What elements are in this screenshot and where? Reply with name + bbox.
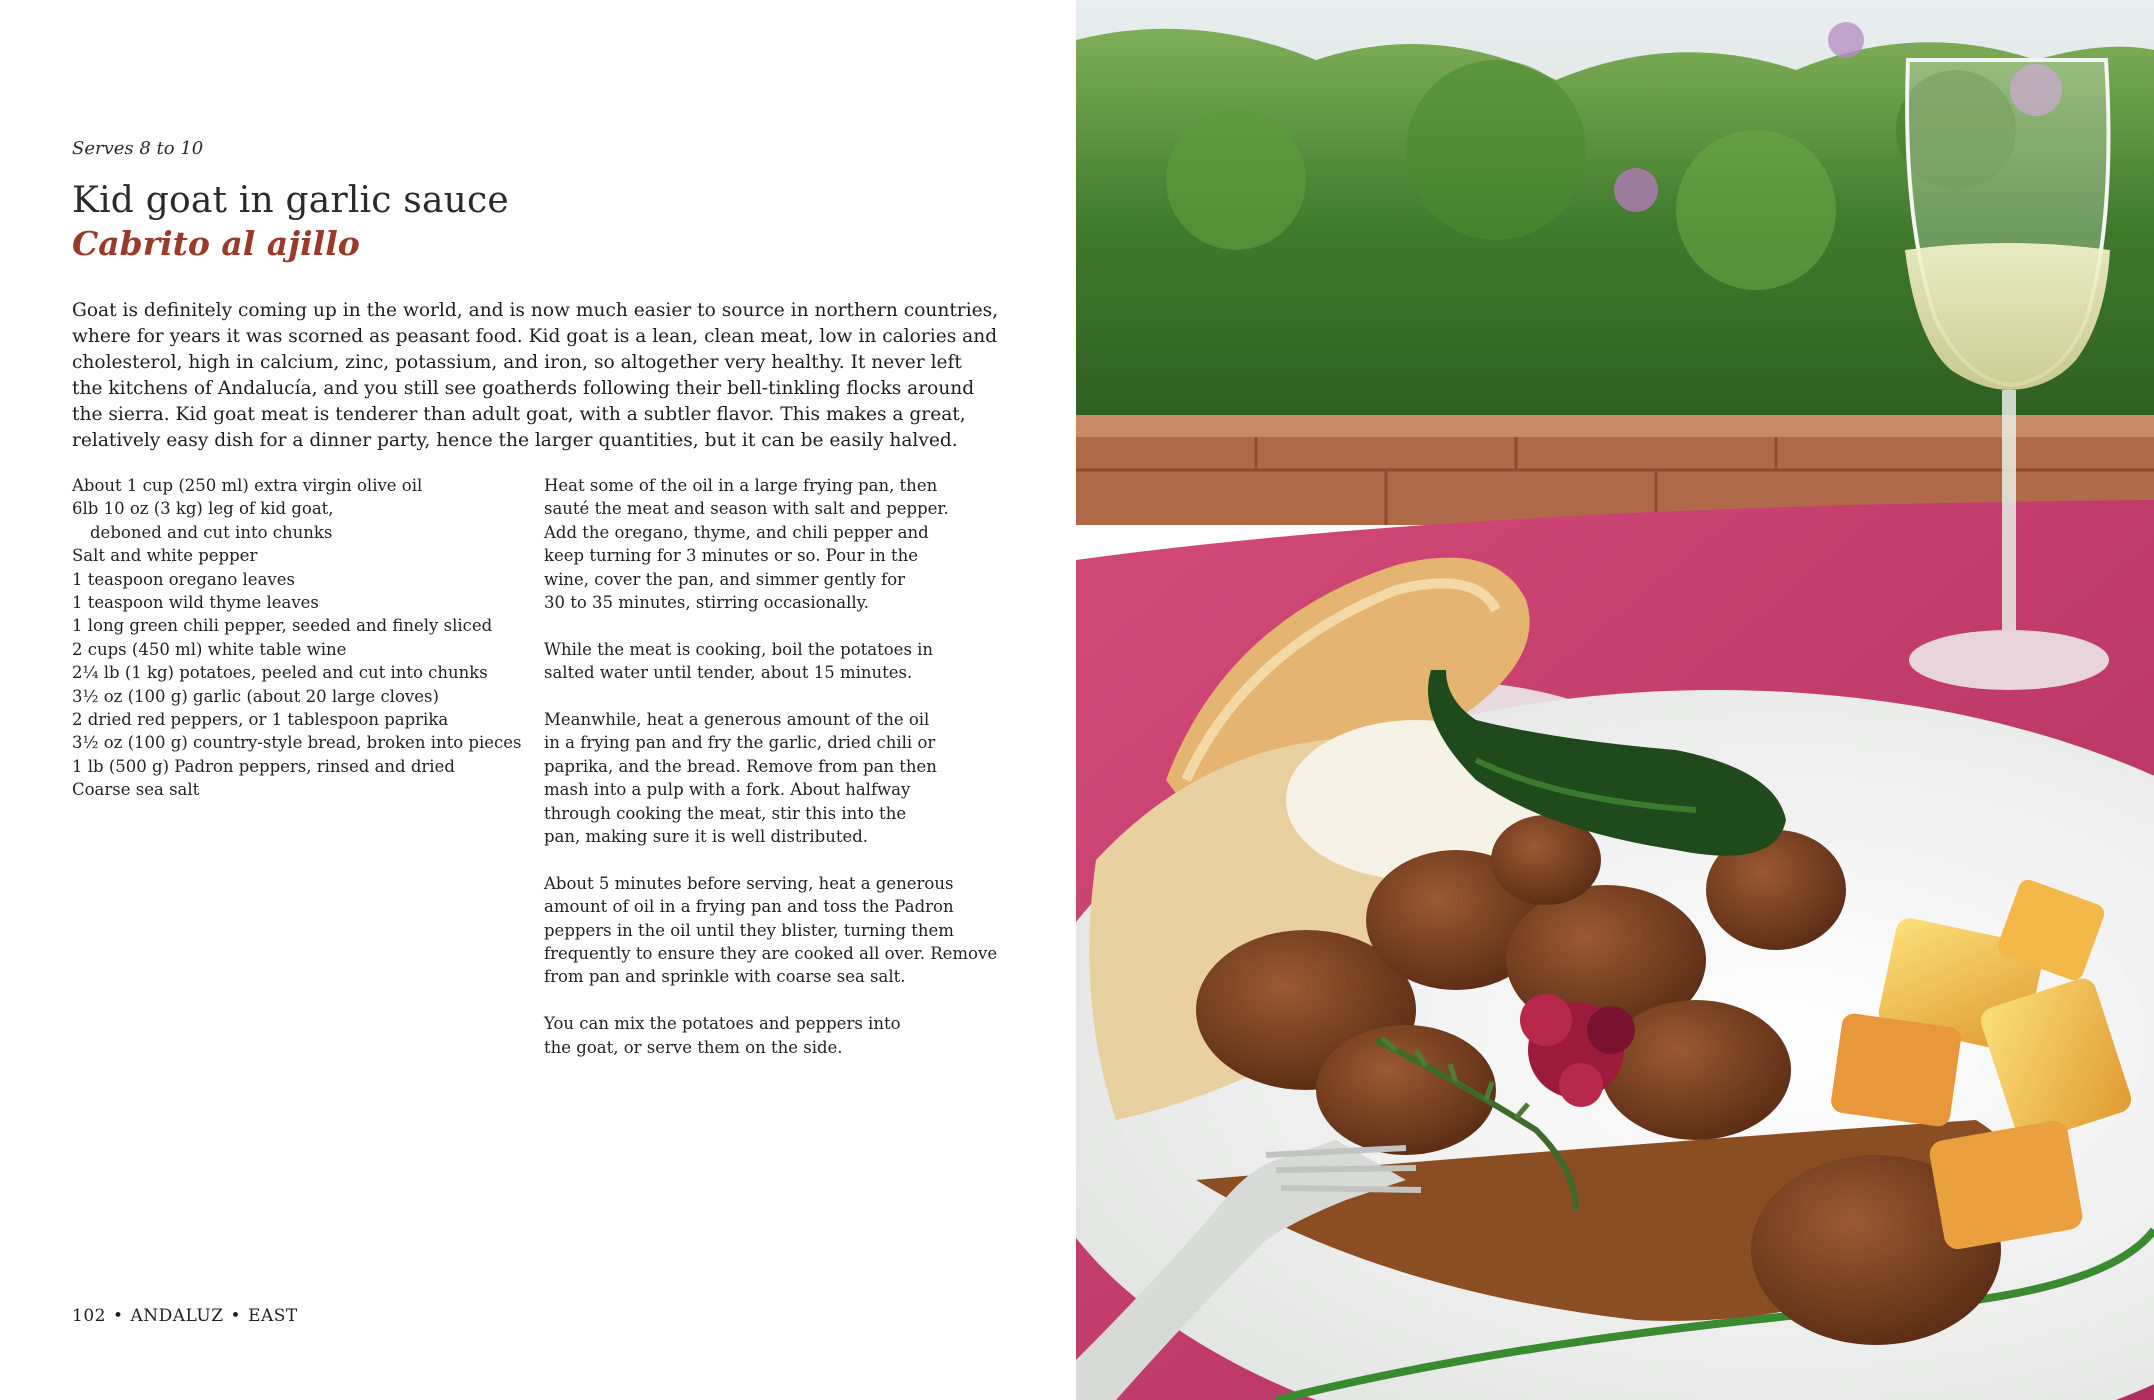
method-line: from pan and sprinkle with coarse sea salt. — [544, 967, 906, 987]
method-line: salted water until tender, about 15 minutes. — [544, 663, 913, 683]
method-line: 30 to 35 minutes, stirring occasionally. — [544, 593, 870, 613]
intro-line: cholesterol, high in calcium, zinc, potassium, and iron, so altogether very healthy. It never left — [72, 352, 962, 373]
intro-line: relatively easy dish for a dinner party, hence the larger quantities, but it can be easily halved. — [72, 430, 958, 451]
method-line: While the meat is cooking, boil the potatoes in — [544, 639, 934, 659]
method-line: wine, cover the pan, and simmer gently for — [544, 569, 906, 589]
ingredient-item: 1 teaspoon wild thyme leaves — [72, 593, 319, 613]
ingredient-item: 1 teaspoon oregano leaves — [72, 569, 295, 589]
background-flower — [1614, 168, 1658, 212]
method-line: keep turning for 3 minutes or so. Pour in the — [544, 546, 918, 566]
method-line: paprika, and the bread. Remove from pan then — [544, 756, 937, 776]
intro-line: the sierra. Kid goat meat is tenderer than adult goat, with a subtler flavor. This makes a great, — [72, 404, 966, 425]
folio-section: ANDALUZ — [130, 1306, 224, 1326]
method-step — [544, 872, 998, 989]
method-line: sauté the meat and season with salt and pepper. — [544, 499, 949, 519]
method-line: amount of oil in a frying pan and toss the Padron — [544, 897, 954, 917]
ingredient-item: Coarse sea salt — [72, 780, 200, 800]
ingredient-item: 3½ oz (100 g) country-style bread, broken into pieces — [72, 733, 522, 753]
method-line: Add the oregano, thyme, and chili pepper and — [544, 522, 929, 542]
page-folio — [72, 1306, 298, 1326]
recipe-title-english: Kid goat in garlic sauce — [72, 180, 509, 221]
intro-line: where for years it was scorned as peasant food. Kid goat is a lean, clean meat, low in calories and — [72, 326, 998, 347]
ingredient-item: About 1 cup (250 ml) extra virgin olive oil — [72, 476, 423, 495]
method-line: through cooking the meat, stir this into the — [544, 803, 907, 823]
background-flower — [1828, 22, 1864, 58]
method-step — [544, 638, 984, 685]
food-photo-illustration — [1076, 0, 2154, 1400]
ingredient-item: 2 cups (450 ml) white table wine — [72, 639, 347, 659]
intro-line: the kitchens of Andalucía, and you still see goatherds following their bell-tinkling flocks around — [72, 378, 975, 399]
ingredient-item: 2 dried red peppers, or 1 tablespoon paprika — [72, 710, 449, 730]
method-line: in a frying pan and fry the garlic, dried chili or — [544, 733, 936, 753]
folio-separator: • — [112, 1306, 124, 1326]
recipe-photo — [1076, 0, 2154, 1400]
method-line: peppers in the oil until they blister, turning them — [544, 920, 954, 940]
folio-region: EAST — [248, 1306, 298, 1326]
method-line: the goat, or serve them on the side. — [544, 1037, 843, 1057]
ingredient-item: 1 long green chili pepper, seeded and finely sliced — [72, 616, 493, 636]
ingredient-item: Salt and white pepper — [72, 546, 258, 566]
method-step — [544, 474, 984, 614]
folio-separator: • — [230, 1306, 242, 1326]
method-line: frequently to ensure they are cooked all over. Remove — [544, 944, 998, 964]
ingredient-item: 1 lb (500 g) Padron peppers, rinsed and dried — [72, 756, 455, 776]
method-line: Heat some of the oil in a large frying pan, then — [544, 476, 938, 495]
method-line: mash into a pulp with a fork. About halfway — [544, 780, 911, 800]
method-steps — [544, 474, 998, 1082]
method-line: pan, making sure it is well distributed. — [544, 827, 869, 847]
intro-line: Goat is definitely coming up in the world, and is now much easier to source in northern countries, — [72, 300, 999, 321]
recipe-title-spanish: Cabrito al ajillo — [72, 224, 360, 263]
ingredient-item: 2¼ lb (1 kg) potatoes, peeled and cut into chunks — [72, 663, 488, 683]
method-step — [544, 1012, 984, 1059]
ingredient-item: deboned and cut into chunks — [90, 522, 333, 542]
method-line: About 5 minutes before serving, heat a generous — [544, 873, 954, 893]
ingredients-list — [72, 474, 542, 802]
ingredient-item: 6lb 10 oz (3 kg) leg of kid goat, — [72, 499, 334, 519]
ingredient-item: 3½ oz (100 g) garlic (about 20 large cloves) — [72, 686, 439, 706]
method-line: Meanwhile, heat a generous amount of the oil — [544, 710, 930, 730]
page-number: 102 — [72, 1306, 106, 1326]
serves-note: Serves 8 to 10 — [72, 138, 204, 159]
left-page — [0, 0, 1076, 1400]
intro-paragraph — [72, 298, 999, 454]
method-step — [544, 708, 984, 848]
method-line: You can mix the potatoes and peppers into — [544, 1014, 901, 1034]
